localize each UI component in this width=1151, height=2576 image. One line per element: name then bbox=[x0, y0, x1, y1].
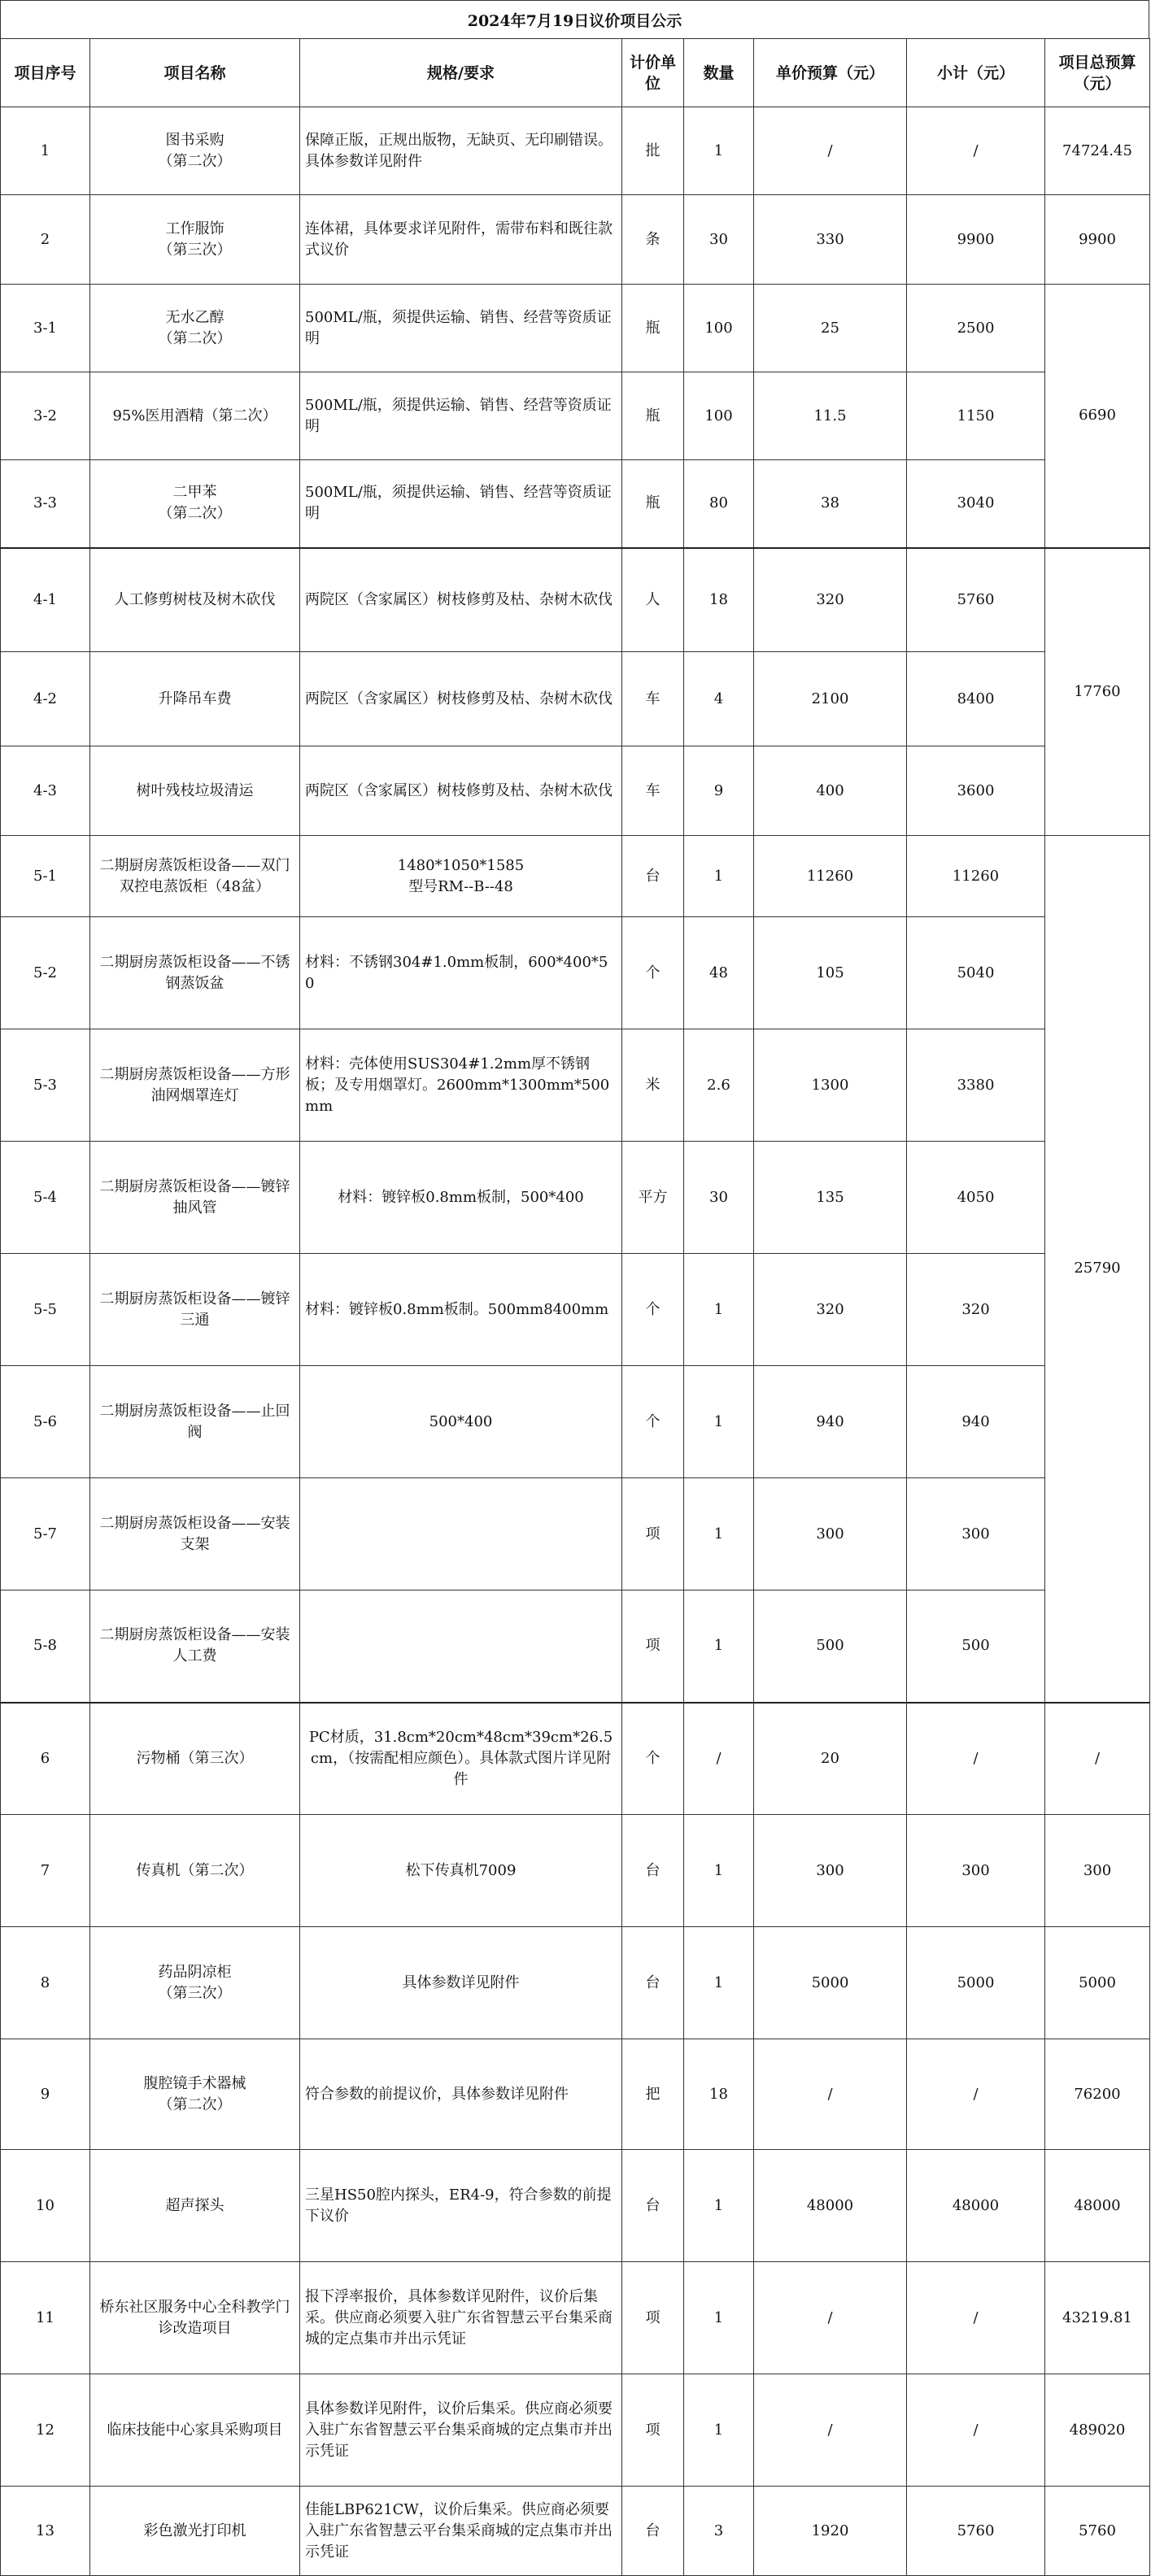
cell-no: 11 bbox=[1, 2262, 90, 2374]
cell-total: 43219.81 bbox=[1045, 2262, 1150, 2374]
cell-no: 2 bbox=[1, 195, 90, 285]
cell-name: 无水乙醇 （第二次） bbox=[90, 285, 300, 372]
cell-price: 38 bbox=[754, 460, 907, 548]
cell-subtotal: 5000 bbox=[907, 1927, 1045, 2039]
cell-total: 5000 bbox=[1045, 1927, 1150, 2039]
cell-price: 1300 bbox=[754, 1029, 907, 1142]
cell-subtotal: / bbox=[907, 1703, 1045, 1815]
cell-subtotal: 300 bbox=[907, 1815, 1045, 1927]
cell-qty: 30 bbox=[684, 195, 754, 285]
cell-spec: 1480*1050*1585 型号RM--B--48 bbox=[300, 836, 622, 917]
cell-unit: 个 bbox=[622, 1254, 684, 1366]
cell-subtotal: 5760 bbox=[907, 548, 1045, 652]
cell-qty: 1 bbox=[684, 1254, 754, 1366]
table-row bbox=[1, 2262, 1150, 2374]
cell-unit: 台 bbox=[622, 1815, 684, 1927]
col-header-spec: 规格/要求 bbox=[300, 39, 622, 107]
cell-unit: 瓶 bbox=[622, 460, 684, 548]
cell-name: 药品阴凉柜 （第三次） bbox=[90, 1927, 300, 2039]
cell-price: 135 bbox=[754, 1142, 907, 1254]
cell-name: 二期厨房蒸饭柜设备——镀锌三通 bbox=[90, 1254, 300, 1366]
cell-no: 5-5 bbox=[1, 1254, 90, 1366]
cell-total: 9900 bbox=[1045, 195, 1150, 285]
cell-no: 5-8 bbox=[1, 1590, 90, 1703]
cell-spec: 500*400 bbox=[300, 1366, 622, 1478]
cell-subtotal: / bbox=[907, 2262, 1045, 2374]
cell-total: 25790 bbox=[1045, 836, 1150, 1703]
cell-name: 人工修剪树枝及树木砍伐 bbox=[90, 548, 300, 652]
cell-name: 图书采购 （第二次） bbox=[90, 107, 300, 195]
cell-name: 二甲苯 （第二次） bbox=[90, 460, 300, 548]
cell-name: 污物桶（第三次） bbox=[90, 1703, 300, 1815]
cell-qty: 100 bbox=[684, 372, 754, 460]
cell-name: 二期厨房蒸饭柜设备——止回阀 bbox=[90, 1366, 300, 1478]
cell-qty: 1 bbox=[684, 2374, 754, 2487]
cell-price: 1920 bbox=[754, 2487, 907, 2576]
cell-spec: 具体参数详见附件，议价后集采。供应商必须要入驻广东省智慧云平台集采商城的定点集市并出示凭证 bbox=[300, 2374, 622, 2487]
cell-name: 二期厨房蒸饭柜设备——安装支架 bbox=[90, 1478, 300, 1590]
col-header-subtotal: 小计（元） bbox=[907, 39, 1045, 107]
cell-unit: 个 bbox=[622, 1366, 684, 1478]
cell-unit: 个 bbox=[622, 1703, 684, 1815]
cell-spec: PC材质，31.8cm*20cm*48cm*39cm*26.5cm，（按需配相应颜色）。具体款式图片详见附件 bbox=[300, 1703, 622, 1815]
cell-subtotal: 9900 bbox=[907, 195, 1045, 285]
cell-qty: 1 bbox=[684, 107, 754, 195]
cell-name: 腹腔镜手术器械 （第二次） bbox=[90, 2039, 300, 2150]
cell-qty: 18 bbox=[684, 2039, 754, 2150]
cell-spec: 三星HS50腔内探头，ER4-9，符合参数的前提下议价 bbox=[300, 2150, 622, 2262]
cell-qty: 1 bbox=[684, 1366, 754, 1478]
cell-unit: 个 bbox=[622, 917, 684, 1029]
table-row bbox=[1, 1815, 1150, 1927]
table-row bbox=[1, 1366, 1150, 1478]
cell-qty: 2.6 bbox=[684, 1029, 754, 1142]
cell-no: 12 bbox=[1, 2374, 90, 2487]
cell-name: 临床技能中心家具采购项目 bbox=[90, 2374, 300, 2487]
cell-qty: 1 bbox=[684, 1590, 754, 1703]
cell-spec: 连体裙，具体要求详见附件，需带布料和既往款式议价 bbox=[300, 195, 622, 285]
table-row bbox=[1, 1590, 1150, 1703]
cell-price: 2100 bbox=[754, 652, 907, 746]
cell-no: 13 bbox=[1, 2487, 90, 2576]
cell-name: 升降吊车费 bbox=[90, 652, 300, 746]
table-row bbox=[1, 2374, 1150, 2487]
cell-spec: 材料：镀锌板0.8mm板制。500mm8400mm bbox=[300, 1254, 622, 1366]
cell-subtotal: 320 bbox=[907, 1254, 1045, 1366]
cell-price: 940 bbox=[754, 1366, 907, 1478]
cell-unit: 项 bbox=[622, 2262, 684, 2374]
cell-subtotal: 940 bbox=[907, 1366, 1045, 1478]
cell-subtotal: 48000 bbox=[907, 2150, 1045, 2262]
cell-qty: 30 bbox=[684, 1142, 754, 1254]
cell-spec: 500ML/瓶，须提供运输、销售、经营等资质证明 bbox=[300, 372, 622, 460]
table-row bbox=[1, 1142, 1150, 1254]
cell-unit: 台 bbox=[622, 2487, 684, 2576]
cell-qty: 3 bbox=[684, 2487, 754, 2576]
cell-subtotal: 300 bbox=[907, 1478, 1045, 1590]
project-table bbox=[0, 38, 1150, 2576]
cell-spec: 两院区（含家属区）树枝修剪及枯、杂树木砍伐 bbox=[300, 746, 622, 836]
cell-unit: 项 bbox=[622, 1478, 684, 1590]
cell-spec: 材料：不锈钢304#1.0mm板制，600*400*50 bbox=[300, 917, 622, 1029]
cell-price: / bbox=[754, 107, 907, 195]
cell-no: 6 bbox=[1, 1703, 90, 1815]
cell-subtotal: 3380 bbox=[907, 1029, 1045, 1142]
col-header-no: 项目序号 bbox=[1, 39, 90, 107]
cell-subtotal: 3040 bbox=[907, 460, 1045, 548]
cell-spec bbox=[300, 1590, 622, 1703]
cell-total: 76200 bbox=[1045, 2039, 1150, 2150]
cell-spec: 报下浮率报价，具体参数详见附件，议价后集采。供应商必须要入驻广东省智慧云平台集采商城的定点集市并出示凭证 bbox=[300, 2262, 622, 2374]
cell-qty: 18 bbox=[684, 548, 754, 652]
cell-no: 4-2 bbox=[1, 652, 90, 746]
table-row bbox=[1, 460, 1150, 548]
cell-unit: 瓶 bbox=[622, 285, 684, 372]
table-row bbox=[1, 195, 1150, 285]
col-header-qty: 数量 bbox=[684, 39, 754, 107]
cell-spec: 500ML/瓶，须提供运输、销售、经营等资质证明 bbox=[300, 285, 622, 372]
cell-spec: 松下传真机7009 bbox=[300, 1815, 622, 1927]
cell-unit: 车 bbox=[622, 746, 684, 836]
cell-no: 4-3 bbox=[1, 746, 90, 836]
cell-name: 二期厨房蒸饭柜设备——安装人工费 bbox=[90, 1590, 300, 1703]
table-row bbox=[1, 548, 1150, 652]
cell-unit: 台 bbox=[622, 2150, 684, 2262]
cell-unit: 项 bbox=[622, 2374, 684, 2487]
cell-spec: 佳能LBP621CW，议价后集采。供应商必须要入驻广东省智慧云平台集采商城的定点集市并出示凭证 bbox=[300, 2487, 622, 2576]
cell-no: 3-1 bbox=[1, 285, 90, 372]
cell-qty: 1 bbox=[684, 1815, 754, 1927]
cell-subtotal: 11260 bbox=[907, 836, 1045, 917]
cell-subtotal: 3600 bbox=[907, 746, 1045, 836]
cell-no: 7 bbox=[1, 1815, 90, 1927]
cell-price: 320 bbox=[754, 1254, 907, 1366]
cell-qty: 1 bbox=[684, 2150, 754, 2262]
table-row bbox=[1, 1927, 1150, 2039]
table-row bbox=[1, 107, 1150, 195]
cell-spec: 两院区（含家属区）树枝修剪及枯、杂树木砍伐 bbox=[300, 548, 622, 652]
cell-spec: 符合参数的前提议价，具体参数详见附件 bbox=[300, 2039, 622, 2150]
cell-unit: 批 bbox=[622, 107, 684, 195]
cell-price: 5000 bbox=[754, 1927, 907, 2039]
cell-price: / bbox=[754, 2374, 907, 2487]
cell-price: 105 bbox=[754, 917, 907, 1029]
cell-subtotal: 500 bbox=[907, 1590, 1045, 1703]
cell-price: 25 bbox=[754, 285, 907, 372]
cell-spec: 材料：镀锌板0.8mm板制，500*400 bbox=[300, 1142, 622, 1254]
cell-qty: 1 bbox=[684, 1927, 754, 2039]
cell-subtotal: / bbox=[907, 107, 1045, 195]
cell-no: 3-2 bbox=[1, 372, 90, 460]
table-row bbox=[1, 2487, 1150, 2576]
cell-spec: 具体参数详见附件 bbox=[300, 1927, 622, 2039]
cell-name: 桥东社区服务中心全科教学门诊改造项目 bbox=[90, 2262, 300, 2374]
cell-qty: 1 bbox=[684, 836, 754, 917]
cell-qty: 4 bbox=[684, 652, 754, 746]
cell-unit: 把 bbox=[622, 2039, 684, 2150]
cell-price: 11.5 bbox=[754, 372, 907, 460]
cell-unit: 平方 bbox=[622, 1142, 684, 1254]
cell-no: 5-7 bbox=[1, 1478, 90, 1590]
cell-subtotal: / bbox=[907, 2374, 1045, 2487]
table-row bbox=[1, 836, 1150, 917]
col-header-unit: 计价单位 bbox=[622, 39, 684, 107]
cell-price: 11260 bbox=[754, 836, 907, 917]
cell-no: 8 bbox=[1, 1927, 90, 2039]
cell-no: 5-2 bbox=[1, 917, 90, 1029]
cell-no: 4-1 bbox=[1, 548, 90, 652]
cell-subtotal: 8400 bbox=[907, 652, 1045, 746]
cell-unit: 米 bbox=[622, 1029, 684, 1142]
cell-total: 17760 bbox=[1045, 548, 1150, 836]
cell-unit: 项 bbox=[622, 1590, 684, 1703]
table-row bbox=[1, 285, 1150, 372]
table-row bbox=[1, 2150, 1150, 2262]
cell-total: 74724.45 bbox=[1045, 107, 1150, 195]
cell-qty: 80 bbox=[684, 460, 754, 548]
cell-no: 3-3 bbox=[1, 460, 90, 548]
cell-no: 5-1 bbox=[1, 836, 90, 917]
cell-no: 5-3 bbox=[1, 1029, 90, 1142]
cell-no: 1 bbox=[1, 107, 90, 195]
cell-subtotal: 4050 bbox=[907, 1142, 1045, 1254]
cell-price: 320 bbox=[754, 548, 907, 652]
cell-name: 彩色激光打印机 bbox=[90, 2487, 300, 2576]
cell-qty: 1 bbox=[684, 2262, 754, 2374]
cell-name: 95%医用酒精（第二次） bbox=[90, 372, 300, 460]
table-row bbox=[1, 2039, 1150, 2150]
cell-unit: 台 bbox=[622, 836, 684, 917]
cell-subtotal: 2500 bbox=[907, 285, 1045, 372]
cell-spec: 材料：壳体使用SUS304#1.2mm厚不锈钢板；及专用烟罩灯。2600mm*1300mm*500mm bbox=[300, 1029, 622, 1142]
cell-price: / bbox=[754, 2039, 907, 2150]
cell-name: 超声探头 bbox=[90, 2150, 300, 2262]
cell-name: 二期厨房蒸饭柜设备——镀锌抽风管 bbox=[90, 1142, 300, 1254]
cell-price: 48000 bbox=[754, 2150, 907, 2262]
col-header-total: 项目总预算（元） bbox=[1045, 39, 1150, 107]
cell-spec: 保障正版，正规出版物，无缺页、无印刷错误。具体参数详见附件 bbox=[300, 107, 622, 195]
cell-unit: 人 bbox=[622, 548, 684, 652]
cell-total: / bbox=[1045, 1703, 1150, 1815]
header-row bbox=[1, 39, 1150, 107]
cell-price: 300 bbox=[754, 1815, 907, 1927]
cell-spec: 两院区（含家属区）树枝修剪及枯、杂树木砍伐 bbox=[300, 652, 622, 746]
cell-no: 9 bbox=[1, 2039, 90, 2150]
cell-spec: 500ML/瓶，须提供运输、销售、经营等资质证明 bbox=[300, 460, 622, 548]
cell-price: 500 bbox=[754, 1590, 907, 1703]
cell-price: 400 bbox=[754, 746, 907, 836]
table-row bbox=[1, 372, 1150, 460]
cell-qty: 1 bbox=[684, 1478, 754, 1590]
cell-subtotal: 5760 bbox=[907, 2487, 1045, 2576]
cell-name: 二期厨房蒸饭柜设备——方形油网烟罩连灯 bbox=[90, 1029, 300, 1142]
cell-no: 10 bbox=[1, 2150, 90, 2262]
cell-spec bbox=[300, 1478, 622, 1590]
table-row bbox=[1, 652, 1150, 746]
cell-no: 5-4 bbox=[1, 1142, 90, 1254]
cell-name: 二期厨房蒸饭柜设备——不锈钢蒸饭盆 bbox=[90, 917, 300, 1029]
cell-unit: 台 bbox=[622, 1927, 684, 2039]
table-row bbox=[1, 1478, 1150, 1590]
cell-qty: / bbox=[684, 1703, 754, 1815]
table-row bbox=[1, 1254, 1150, 1366]
table-row bbox=[1, 746, 1150, 836]
table-row bbox=[1, 1703, 1150, 1815]
cell-unit: 条 bbox=[622, 195, 684, 285]
cell-name: 传真机（第二次） bbox=[90, 1815, 300, 1927]
cell-no: 5-6 bbox=[1, 1366, 90, 1478]
cell-total: 5760 bbox=[1045, 2487, 1150, 2576]
cell-price: 20 bbox=[754, 1703, 907, 1815]
cell-total: 300 bbox=[1045, 1815, 1150, 1927]
cell-total: 6690 bbox=[1045, 285, 1150, 548]
col-header-name: 项目名称 bbox=[90, 39, 300, 107]
sheet-title: 2024年7月19日议价项目公示 bbox=[0, 0, 1149, 39]
cell-subtotal: / bbox=[907, 2039, 1045, 2150]
cell-name: 树叶残枝垃圾清运 bbox=[90, 746, 300, 836]
table-row bbox=[1, 1029, 1150, 1142]
cell-price: / bbox=[754, 2262, 907, 2374]
cell-unit: 车 bbox=[622, 652, 684, 746]
cell-total: 48000 bbox=[1045, 2150, 1150, 2262]
cell-qty: 100 bbox=[684, 285, 754, 372]
cell-subtotal: 1150 bbox=[907, 372, 1045, 460]
cell-name: 二期厨房蒸饭柜设备——双门双控电蒸饭柜（48盆） bbox=[90, 836, 300, 917]
cell-subtotal: 5040 bbox=[907, 917, 1045, 1029]
cell-unit: 瓶 bbox=[622, 372, 684, 460]
cell-qty: 9 bbox=[684, 746, 754, 836]
cell-name: 工作服饰 （第三次） bbox=[90, 195, 300, 285]
table-row bbox=[1, 917, 1150, 1029]
cell-price: 330 bbox=[754, 195, 907, 285]
cell-price: 300 bbox=[754, 1478, 907, 1590]
col-header-price: 单价预算（元） bbox=[754, 39, 907, 107]
cell-total: 489020 bbox=[1045, 2374, 1150, 2487]
cell-qty: 48 bbox=[684, 917, 754, 1029]
